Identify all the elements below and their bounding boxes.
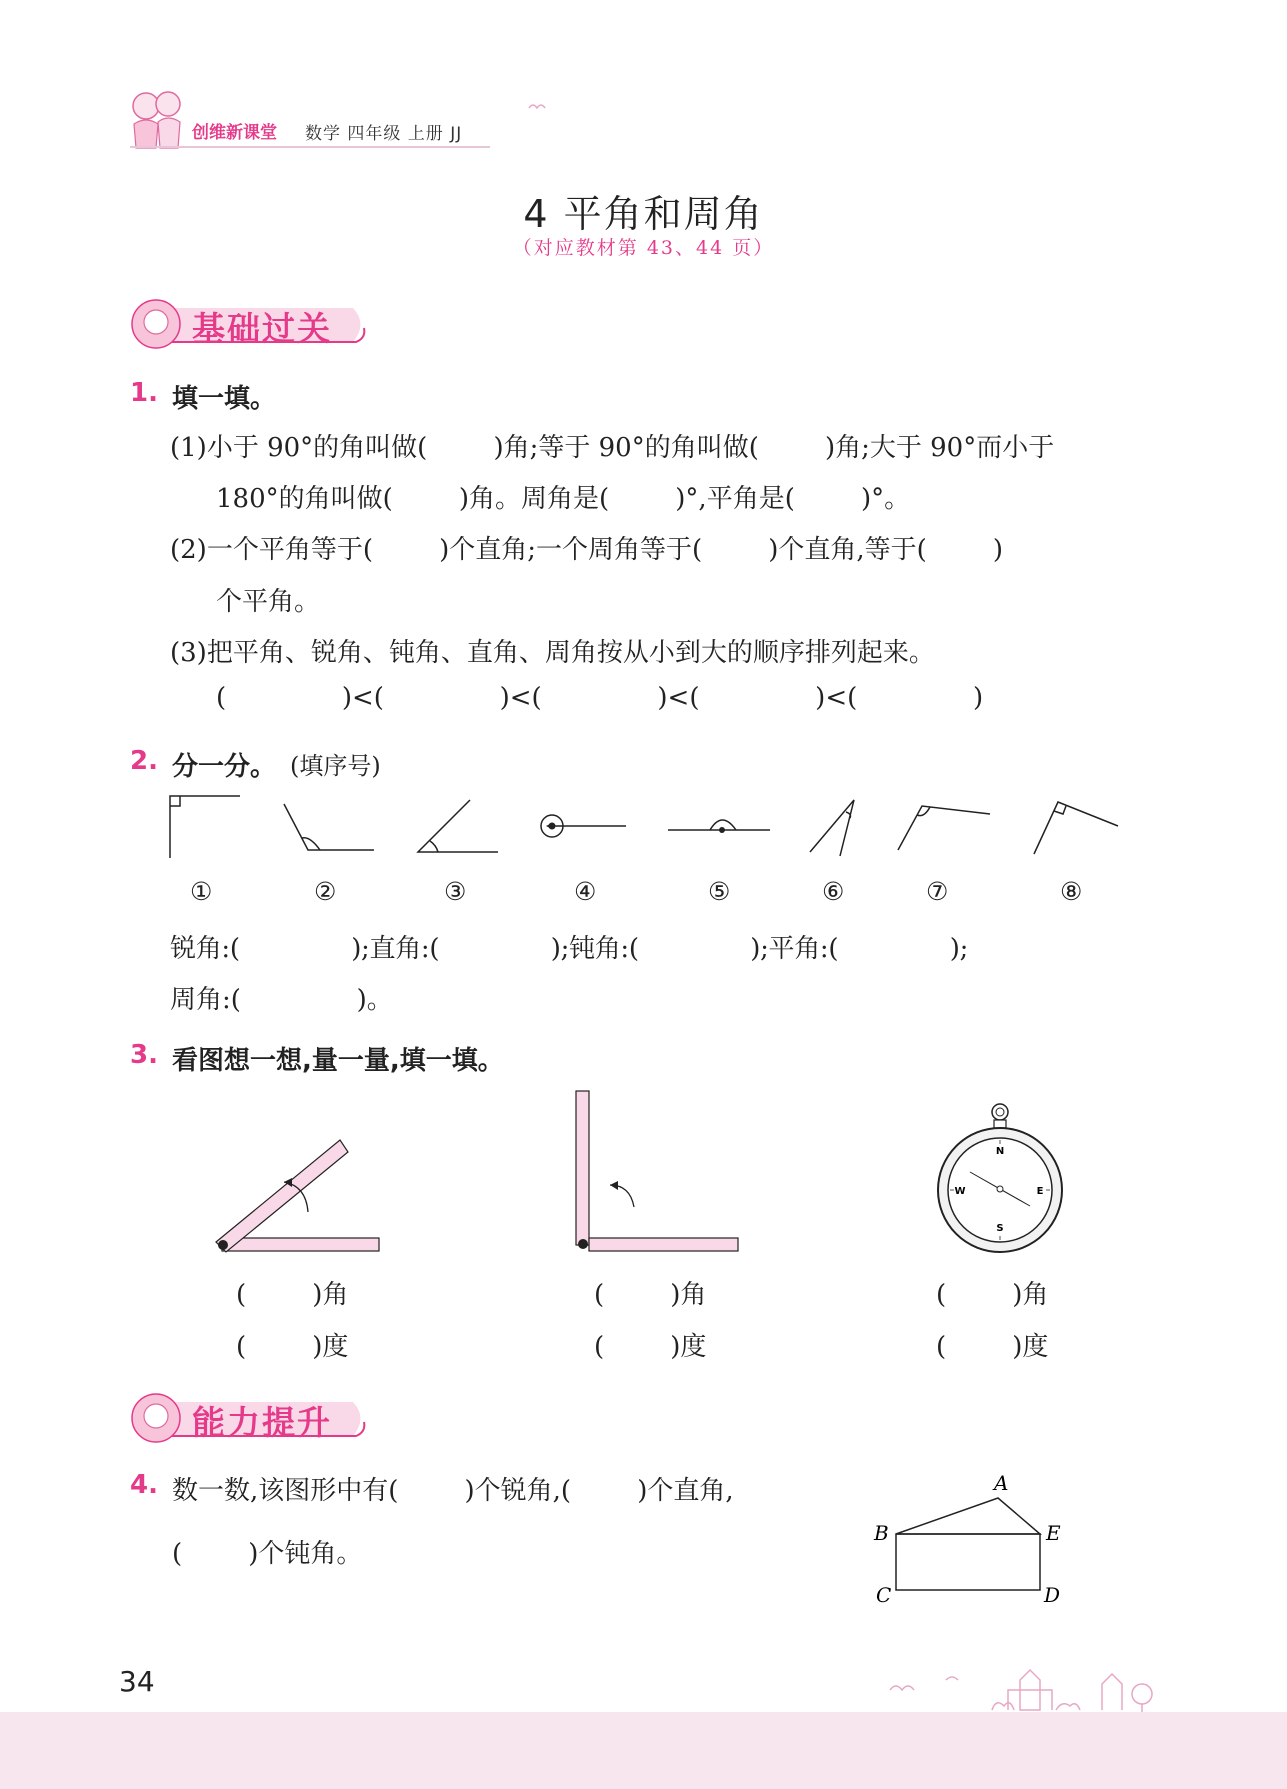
angle-figure-7 [898, 806, 990, 850]
angle-figure-1 [170, 796, 240, 858]
q3-blank-degree-3: ( )度 [936, 1332, 1049, 1362]
q2-answer-line-2: 周角:( )。 [170, 985, 393, 1015]
section-advanced-banner [128, 1392, 368, 1444]
q4-number: 4. [130, 1470, 158, 1500]
compass-w: W [954, 1186, 966, 1197]
figure-number-7: ⑦ [926, 877, 949, 906]
footer-castle-illustration [880, 1650, 1180, 1720]
q4-line-2: ( )个钝角。 [172, 1539, 363, 1569]
vertex-a: A [994, 1471, 1009, 1495]
q3-figure-acute-ruler [200, 1130, 390, 1260]
page-subtitle: （对应教材第 43、44 页） [512, 237, 775, 259]
q1-line-2: 180°的角叫做( )角。周角是( )°,平角是( )°。 [216, 484, 911, 514]
page-number: 34 [119, 1665, 155, 1698]
q3-number: 3. [130, 1040, 158, 1070]
figure-number-6: ⑥ [822, 877, 845, 906]
figure-number-3: ③ [444, 877, 467, 906]
q1-line-6: ( )<( )<( )<( )<( ) [216, 683, 984, 713]
figure-number-8: ⑧ [1060, 877, 1083, 906]
q2-title: 分一分。 [172, 752, 277, 782]
vertex-d: D [1044, 1583, 1061, 1607]
figure-number-4: ④ [574, 877, 597, 906]
angle-figure-2 [284, 804, 374, 850]
angle-figure-5 [668, 820, 770, 830]
q3-blank-degree-2: ( )度 [594, 1332, 707, 1362]
bird-icon [527, 100, 547, 114]
q1-number: 1. [130, 378, 158, 408]
q2-answer-line-1: 锐角:( );直角:( );钝角:( );平角:( ); [170, 934, 969, 964]
header-kids-icon [126, 86, 188, 152]
q3-blank-angle-3: ( )角 [936, 1280, 1049, 1310]
q4-shape-figure [860, 1470, 1080, 1620]
figure-number-2: ② [314, 877, 337, 906]
figure-number-1: ① [190, 877, 213, 906]
compass-e: E [1036, 1186, 1044, 1197]
q1-title: 填一填。 [172, 384, 277, 414]
vertex-b: B [874, 1521, 889, 1545]
q2-number: 2. [130, 746, 158, 776]
section-basic-banner [128, 298, 368, 350]
q3-figure-right-ruler [570, 1085, 750, 1255]
q3-blank-degree-1: ( )度 [236, 1332, 349, 1362]
header-divider [130, 146, 490, 148]
q2-title-note: (填序号) [290, 752, 381, 780]
q3-blank-angle-2: ( )角 [594, 1280, 707, 1310]
q3-title: 看图想一想,量一量,填一填。 [172, 1046, 504, 1076]
q1-line-3: (2)一个平角等于( )个直角;一个周角等于( )个直角,等于( ) [170, 535, 1004, 565]
angle-figure-6 [810, 800, 854, 856]
vertex-e: E [1046, 1521, 1061, 1545]
angle-figures [0, 780, 1287, 880]
angle-figure-8 [1034, 802, 1118, 854]
page-title: 4 平角和周角 [523, 192, 764, 236]
q1-line-5: (3)把平角、锐角、钝角、直角、周角按从小到大的顺序排列起来。 [170, 638, 935, 668]
q1-line-1: (1)小于 90°的角叫做( )角;等于 90°的角叫做( )角;大于 90°而小于 [170, 433, 1055, 463]
section-basic-title: 基础过关 [192, 309, 332, 348]
compass-n: N [995, 1146, 1005, 1157]
angle-figure-3 [418, 800, 498, 852]
q3-blank-angle-1: ( )角 [236, 1280, 349, 1310]
header-brand: 创维新课堂 [192, 123, 277, 143]
q3-compass-icon [930, 1100, 1070, 1260]
figure-number-5: ⑤ [708, 877, 731, 906]
footer-band [0, 1712, 1287, 1789]
header-subject: 数学 四年级 上册 JJ [305, 124, 463, 144]
q1-line-4: 个平角。 [216, 587, 321, 617]
vertex-c: C [876, 1583, 892, 1607]
section-advanced-title: 能力提升 [192, 1403, 332, 1442]
compass-s: S [996, 1223, 1004, 1234]
q4-line-1: 数一数,该图形中有( )个锐角,( )个直角, [172, 1476, 734, 1506]
